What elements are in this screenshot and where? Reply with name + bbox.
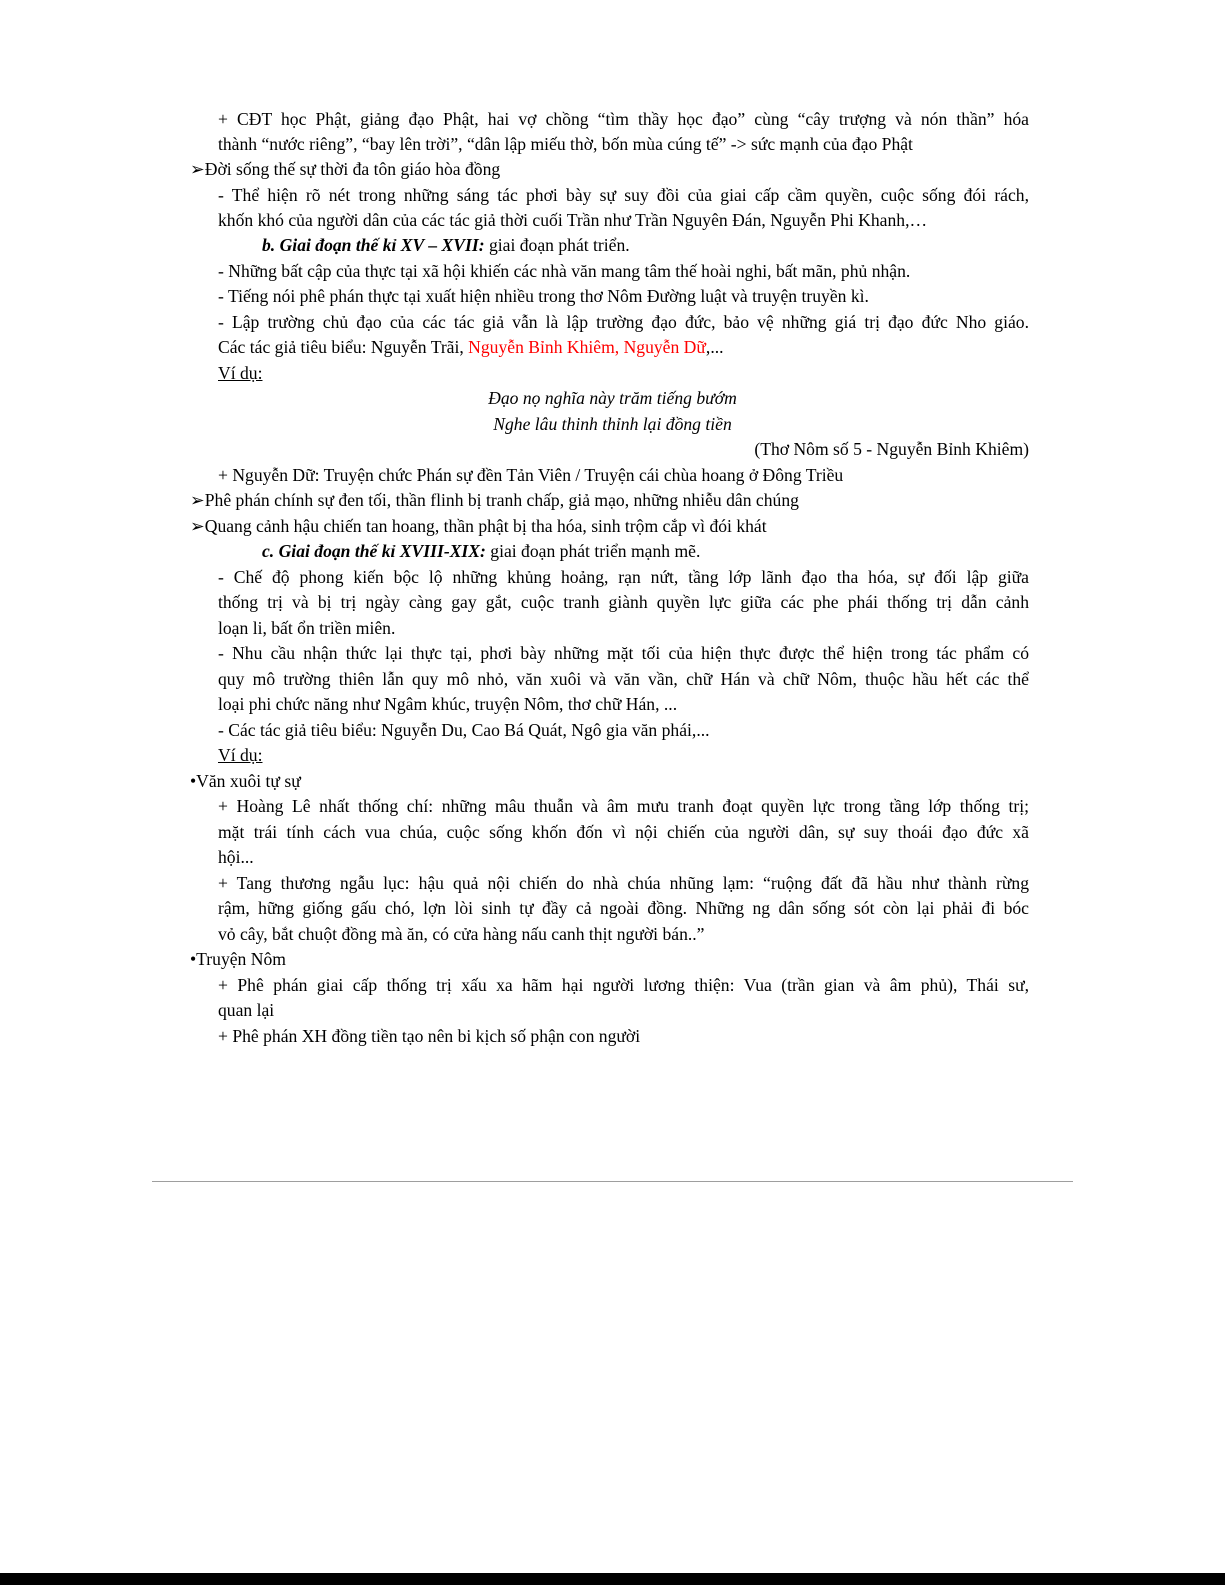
text-line: thành “nước riêng”, “bay lên trời”, “dân lập miếu thờ, bốn mùa cúng tế” -> sức mạnh của đạo Phật (218, 134, 913, 154)
text-line: quy mô trường thiên lẫn quy mô nhỏ, văn xuôi và văn vần, chữ Hán và chữ Nôm, thuộc hầu hết các thể (218, 669, 1029, 689)
bullet-line: •Văn xuôi tự sự (190, 771, 301, 791)
poem-line: Nghe lâu thinh thỉnh lại đồng tiền (493, 414, 732, 434)
authors-highlight: Nguyễn Bỉnh Khiêm, Nguyễn Dữ (468, 337, 706, 357)
bottom-edge-bar (0, 1573, 1225, 1585)
text-line: - Lập trường chủ đạo của các tác giả vẫn là lập trường đạo đức, bảo vệ những giá trị đạo đức Nho giáo. (218, 312, 1029, 332)
arrow-bullet-line: ➢Phê phán chính sự đen tối, thần flinh bị tranh chấp, giả mạo, những nhiễu dân chúng (190, 490, 799, 510)
poem-line: Đạo nọ nghĩa này trăm tiếng bướm (488, 388, 737, 408)
text-line: hội... (218, 847, 254, 867)
text-line: loạn li, bất ổn triền miên. (218, 618, 396, 638)
section-heading-desc: giai đoạn phát triển mạnh mẽ. (485, 541, 701, 561)
section-heading-b (262, 237, 630, 255)
text-line: rậm, hững giống gấu chó, lợn lòi sinh tự đầy cả ngoài đồng. Những ng dân sống sót còn lại phải đi bóc (218, 898, 1029, 918)
text-line: - Tiếng nói phê phán thực tại xuất hiện nhiều trong thơ Nôm Đường luật và truyện truyền kì. (218, 286, 869, 306)
text-line: - Chế độ phong kiến bộc lộ những khủng hoảng, rạn nứt, tầng lớp lãnh đạo tha hóa, sự đối lập giữa (218, 567, 1029, 587)
section-heading-label: c. Giai đoạn thế kỉ XVIII-XIX: (262, 541, 486, 561)
bullet-line: •Truyện Nôm (190, 949, 286, 969)
section-heading-desc: giai đoạn phát triển. (484, 235, 630, 255)
example-label: Ví dụ: (218, 363, 263, 383)
text-line: + Tang thương ngẫu lục: hậu quả nội chiến do nhà chúa nhũng lạm: “ruộng đất đã hầu như thành rừng (218, 873, 1029, 893)
text-line: + Nguyễn Dữ: Truyện chức Phán sự đền Tản Viên / Truyện cái chùa hoang ở Đông Triều (218, 465, 844, 485)
text-line: + Hoàng Lê nhất thống chí: những mâu thuẫn và âm mưu tranh đoạt quyền lực trong tầng lớp thống trị; (218, 796, 1029, 816)
page-divider (152, 1181, 1073, 1182)
section-heading-c (262, 543, 700, 561)
text-line: - Những bất cập của thực tại xã hội khiến các nhà văn mang tâm thế hoài nghi, bất mãn, phủ nhận. (218, 261, 911, 281)
section-heading-label: b. Giai đoạn thế kỉ XV – XVII: (262, 235, 485, 255)
text-line: mặt trái tính cách vua chúa, cuộc sống khốn đốn vì nội chiến của người dân, sự suy thoái đạo đức xã (218, 822, 1029, 842)
poem-citation: (Thơ Nôm số 5 - Nguyễn Bỉnh Khiêm) (754, 439, 1029, 459)
arrow-bullet-line: ➢Quang cảnh hậu chiến tan hoang, thần phật bị tha hóa, sinh trộm cắp vì đói khát (190, 516, 767, 536)
text-line: loại phi chức năng như Ngâm khúc, truyện Nôm, thơ chữ Hán, ... (218, 694, 678, 714)
text-line: thống trị và bị trị ngày càng gay gắt, cuộc tranh giành quyền lực giữa các phe phái thống trị dẫn cảnh (218, 592, 1029, 612)
arrow-bullet-line: ➢Đời sống thế sự thời đa tôn giáo hòa đồng (190, 159, 501, 179)
text-line: + Phê phán giai cấp thống trị xấu xa hãm hại người lương thiện: Vua (trần gian và âm phủ), Thái sư, (218, 975, 1029, 995)
authors-line (218, 339, 724, 357)
text-line: vỏ cây, bắt chuột đồng mà ăn, có cửa hàng nấu canh thịt người bán..” (218, 924, 705, 944)
text-line: + Phê phán XH đồng tiền tạo nên bi kịch số phận con người (218, 1026, 641, 1046)
authors-prefix: Các tác giả tiêu biểu: Nguyễn Trãi, (218, 337, 469, 357)
example-label: Ví dụ: (218, 745, 263, 765)
text-line: - Thể hiện rõ nét trong những sáng tác phơi bày sự suy đồi của giai cấp cầm quyền, cuộc sống đói rách, (218, 185, 1029, 205)
text-line: - Nhu cầu nhận thức lại thực tại, phơi bày những mặt tối của hiện thực được thể hiện trong tác phẩm có (218, 643, 1029, 663)
text-line: quan lại (218, 1000, 275, 1020)
text-line: + CĐT học Phật, giảng đạo Phật, hai vợ chồng “tìm thầy học đạo” cùng “cây trượng và nón thần” hóa (218, 109, 1029, 129)
text-line: khốn khó của người dân của các tác giả thời cuối Trần như Trần Nguyên Đán, Nguyễn Phi Khanh,… (218, 210, 928, 230)
authors-suffix: ,... (705, 337, 724, 357)
text-line: - Các tác giả tiêu biểu: Nguyễn Du, Cao Bá Quát, Ngô gia văn phái,... (218, 720, 710, 740)
